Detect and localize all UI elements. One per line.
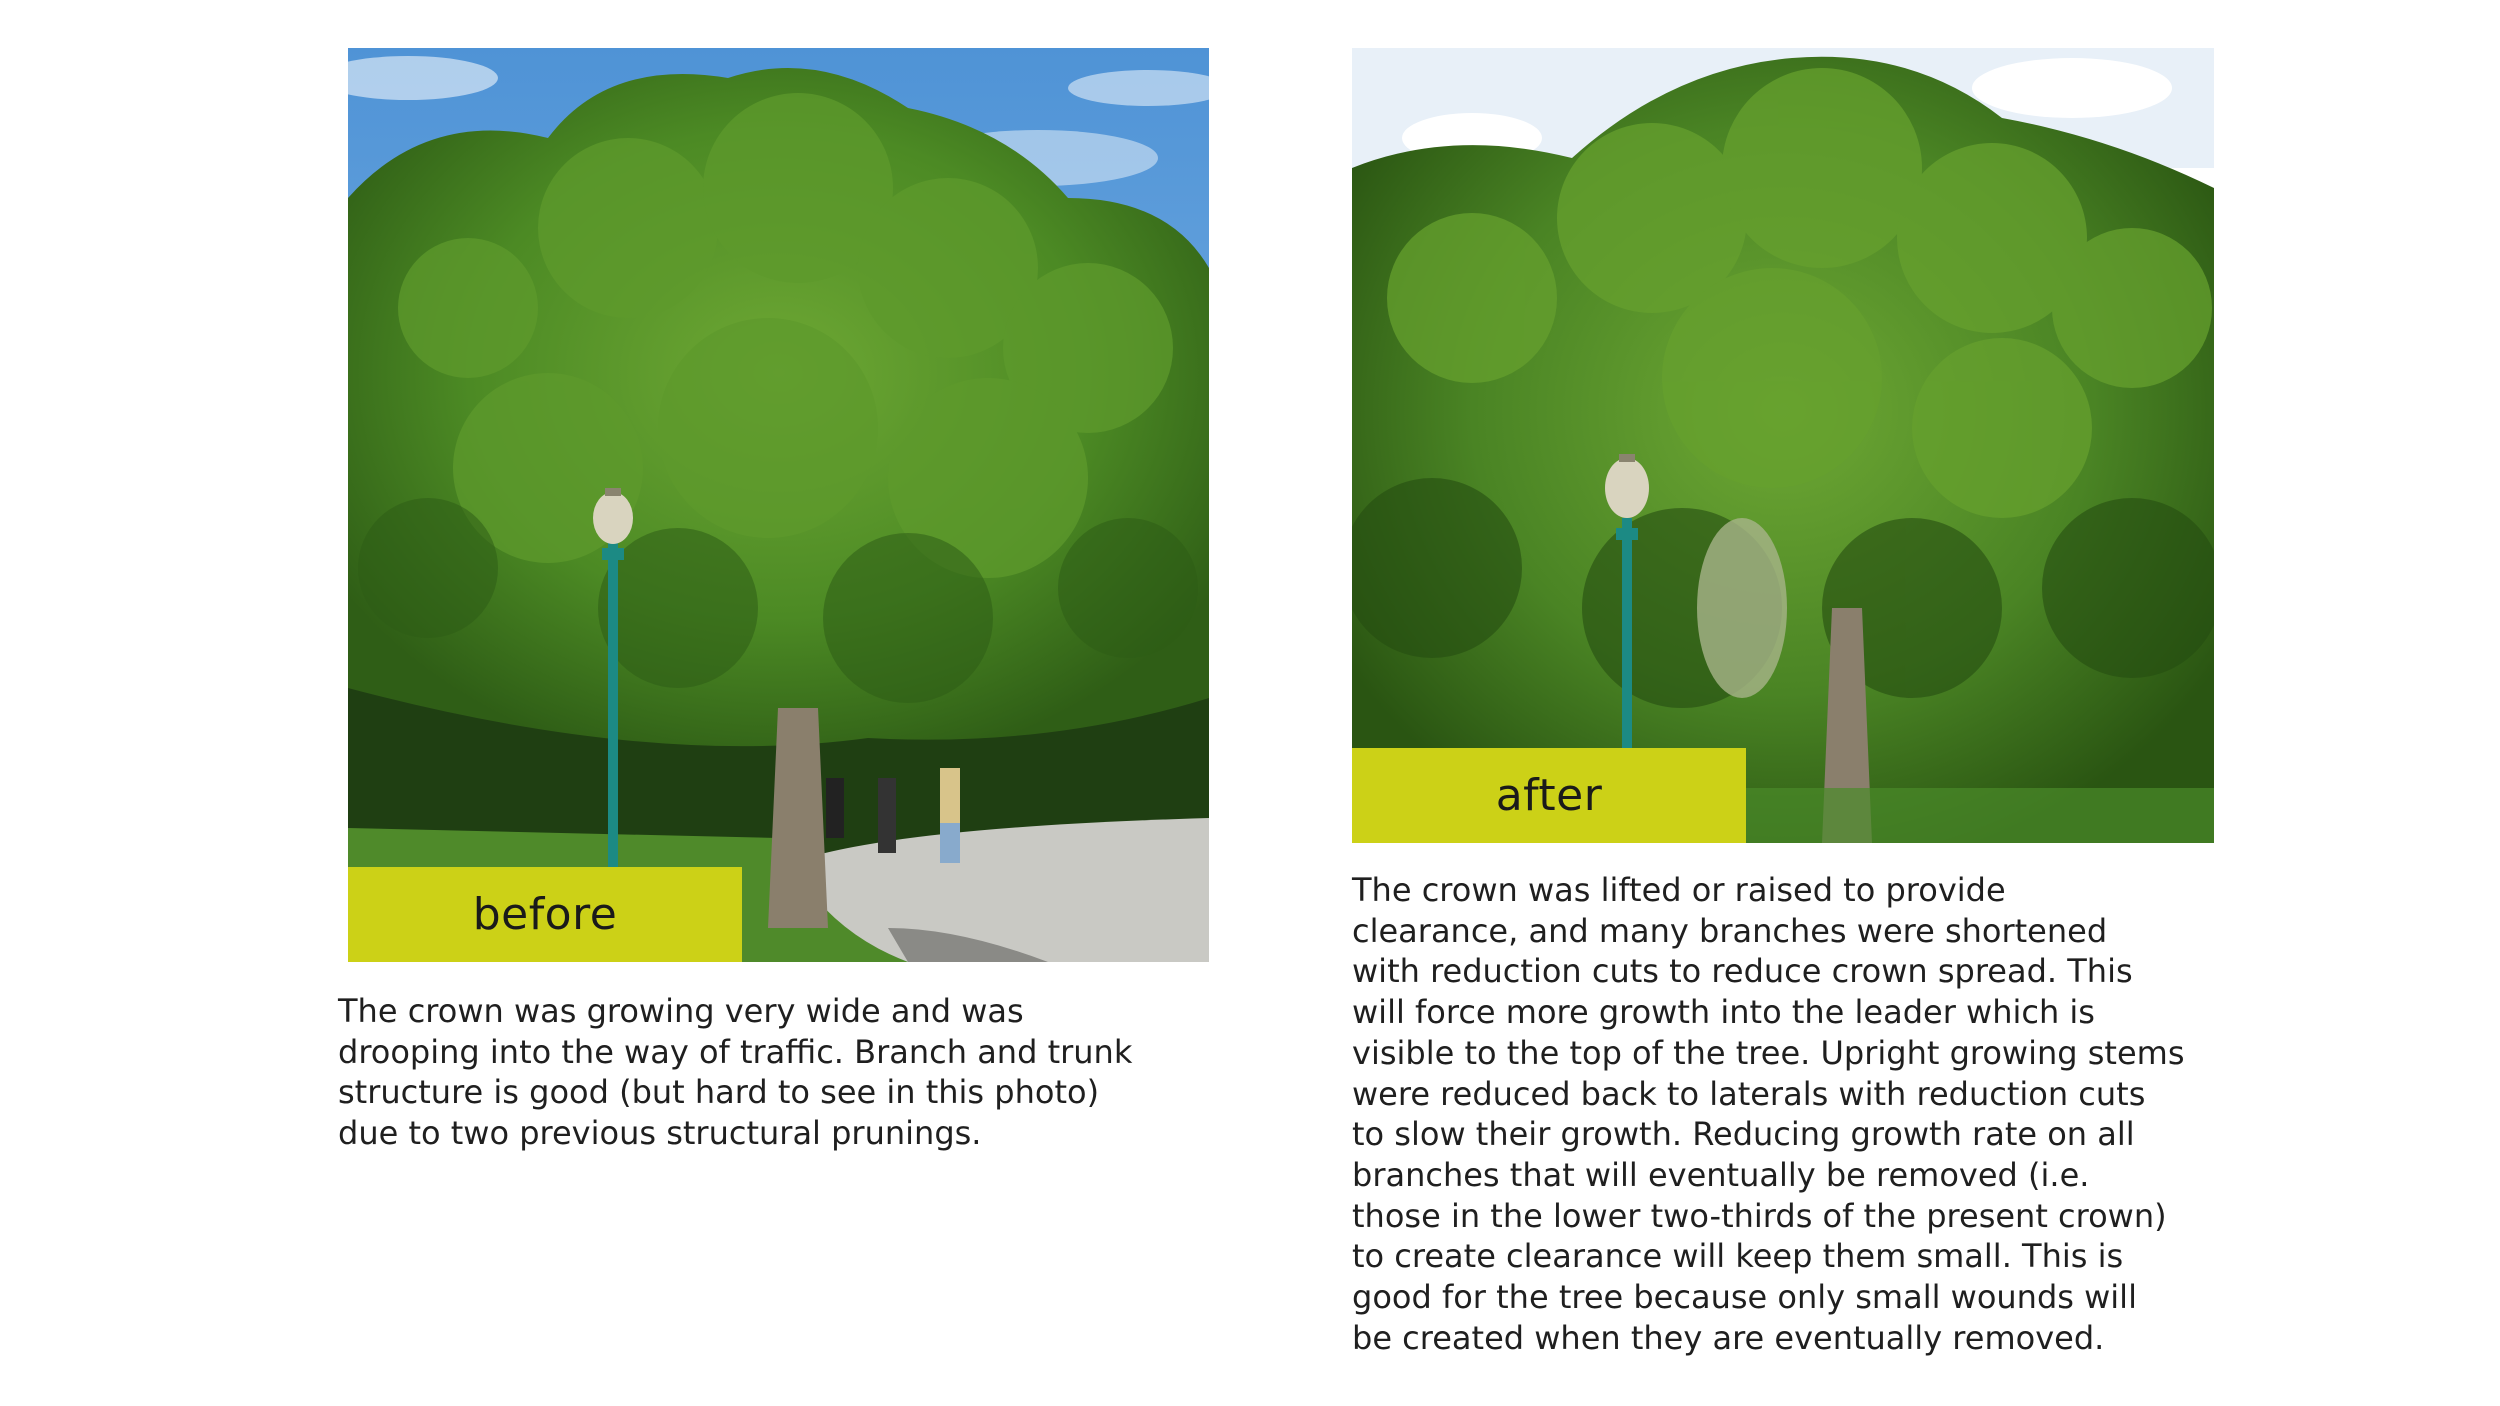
before-label: before xyxy=(348,867,742,962)
before-photo xyxy=(348,48,1209,962)
after-tree-image xyxy=(1352,48,2214,843)
after-label: after xyxy=(1352,748,1746,843)
before-panel xyxy=(348,48,1209,962)
after-caption: The crown was lifted or raised to provide clearance, and many branches were shortened with reduction cuts to reduce crown spread. This will force more growth into the leader which is visible to the top of the tree. Upright growing stems were reduced back to laterals with reduction cuts to slow their growth. Reducing growth rate on all branches that will eventually be removed (i.e. those in the lower two-thirds of the present crown) to create clearance will keep them small. This is good for the tree because only small wounds will be created when they are eventually removed. xyxy=(1352,871,2185,1357)
before-caption: The crown was growing very wide and was drooping into the way of traffic. Branch and trunk structure is good (but hard to see in this photo) due to two previous structural prunings. xyxy=(338,992,1133,1153)
after-panel xyxy=(1352,48,2214,843)
after-photo xyxy=(1352,48,2214,843)
before-tree-image xyxy=(348,48,1209,962)
